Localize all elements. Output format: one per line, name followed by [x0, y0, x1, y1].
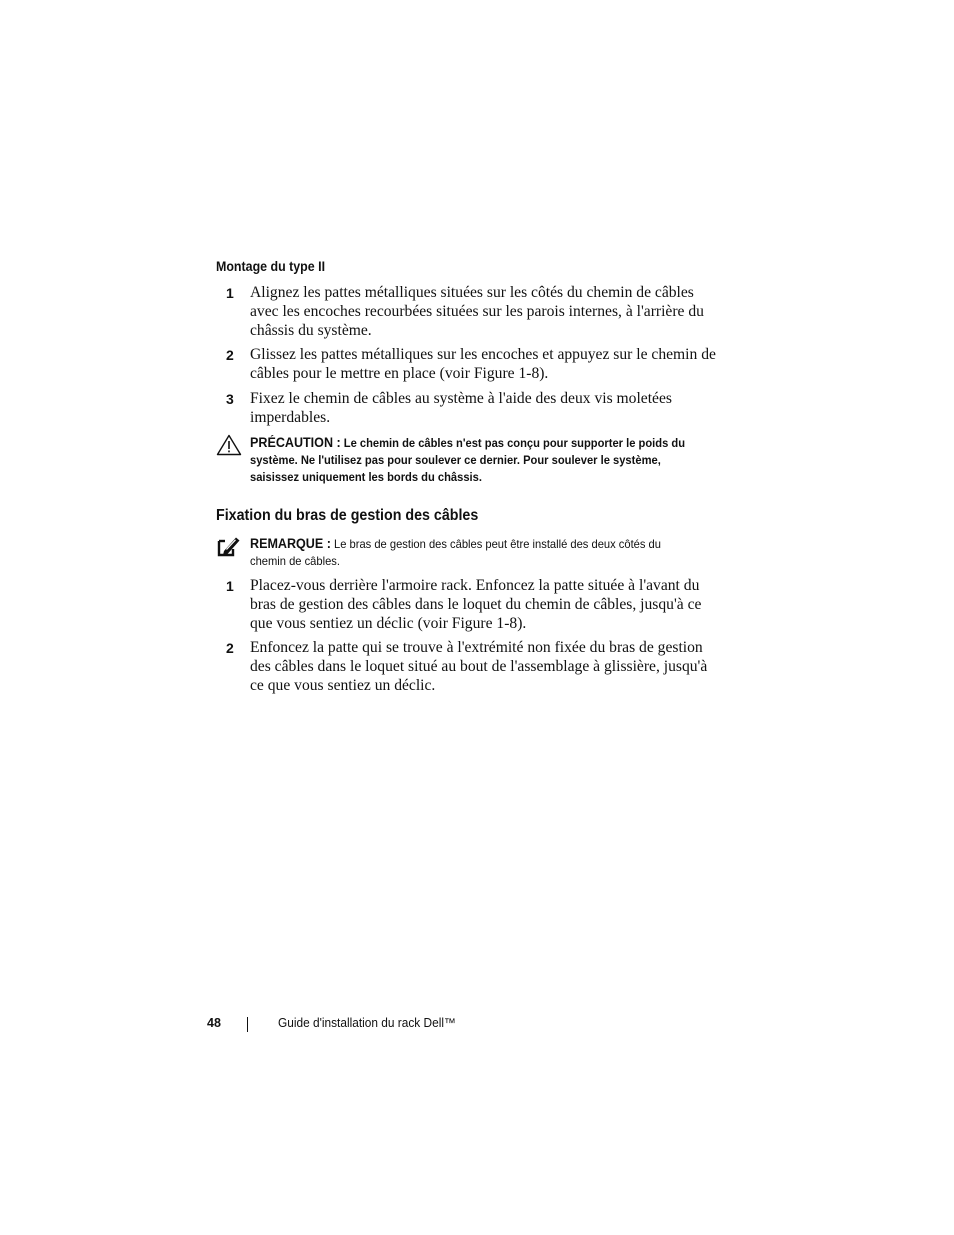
section-title-fixation-bras: Fixation du bras de gestion des câbles [216, 507, 479, 524]
step-text: Enfoncez la patte qui se trouve à l'extrémité non fixée du bras de gestion des câbles dans le loquet situé au bout de l'assemblage à glissière, jusqu'à ce que vous sentiez un déclic. [250, 639, 708, 694]
step-text: Fixez le chemin de câbles au système à l'aide des deux vis moletées imperdables. [250, 390, 672, 426]
note-body: Le bras de gestion des câbles peut être installé des deux côtés du chemin de câbles. [250, 537, 661, 568]
step-number: 2 [226, 347, 234, 363]
warning-triangle-icon [216, 434, 242, 456]
caution-label: PRÉCAUTION : [250, 435, 341, 450]
page-number: 48 [207, 1016, 221, 1030]
caution-text [250, 434, 696, 486]
step-text: Glissez les pattes métalliques sur les encoches et appuyez sur le chemin de câbles pour le mettre en place (voir Figure 1-8). [250, 346, 716, 382]
note-text [250, 535, 696, 570]
step-text: Alignez les pattes métalliques situées sur les côtés du chemin de câbles avec les encoches recourbées situées sur les parois internes, à l'arrière du châssis du système. [250, 284, 704, 339]
note-pencil-icon [216, 535, 242, 557]
step-text: Placez-vous derrière l'armoire rack. Enfoncez la patte située à l'avant du bras de gestion des câbles dans le loquet du chemin de câbles, jusqu'à ce que vous sentiez un déclic (voir Figure 1-8). [250, 577, 702, 632]
step-number: 1 [226, 285, 234, 301]
step-number: 1 [226, 578, 234, 594]
step-number: 3 [226, 391, 234, 407]
footer-title: Guide d'installation du rack Dell™ [278, 1016, 456, 1030]
note-label: REMARQUE : [250, 536, 331, 551]
step-number: 2 [226, 640, 234, 656]
section-title-montage-type-ii: Montage du type II [216, 259, 326, 274]
caution-body: Le chemin de câbles n'est pas conçu pour supporter le poids du système. Ne l'utilisez pas pour soulever ce dernier. Pour soulever le système, saisissez uniquement les bords du châssis. [250, 436, 686, 484]
footer-divider [247, 1017, 248, 1032]
